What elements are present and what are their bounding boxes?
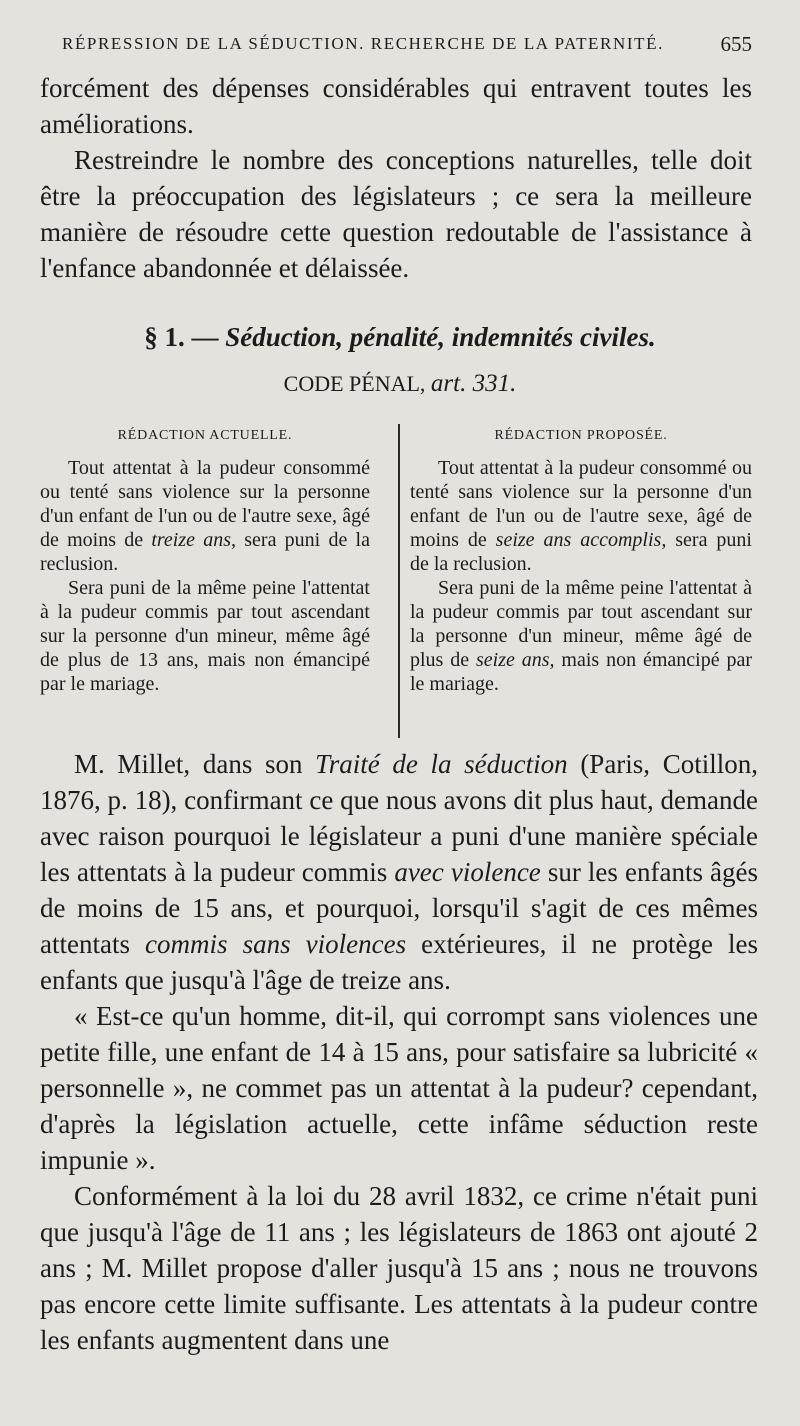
emphasis: commis sans violences — [145, 929, 407, 959]
discussion-paragraph-1 — [40, 746, 758, 998]
proposed-wording-heading: RÉDACTION PROPOSÉE. — [494, 428, 668, 443]
current-wording-paragraph-1 — [40, 456, 370, 576]
discussion-text — [40, 746, 758, 1358]
emphasis: seize ans accomplis, — [495, 529, 667, 551]
intro-text — [40, 70, 752, 286]
discussion-paragraph-2: « Est-ce qu'un homme, dit-il, qui corrompt sans violences une petite fille, une enfant de 14 à 15 ans, pour satisfaire sa lubricité « personnelle », ne commet pas un attentat à la pudeur? cependant, d'après la législation actuelle, cette infâme séduction reste impunie ». — [40, 1001, 758, 1175]
text-run: Tout attentat à la pudeur consommé ou tenté sans violence sur la personne d'un enfant de l'un ou de l'autre sexe, âgé de moins de — [410, 457, 752, 551]
proposed-wording-paragraph-1 — [410, 456, 752, 576]
current-wording-heading: RÉDACTION ACTUELLE. — [117, 428, 293, 443]
page-number: 655 — [720, 32, 752, 56]
emphasis: seize ans, — [475, 649, 555, 671]
section-number: § 1. — [144, 322, 185, 352]
emphasis: avec violence — [394, 857, 541, 887]
article-number: art. 331. — [430, 370, 517, 397]
section-heading — [0, 322, 800, 353]
emphasis: treize ans, — [151, 529, 237, 551]
proposed-wording-column — [410, 424, 752, 696]
text-run: (Paris, Cotillon, 1876, p. 18), confirmant ce que nous avons dit plus haut, demande avec raison pourquoi le législateur a puni d'une manière spéciale les attentats à la pudeur commis — [40, 749, 758, 887]
code-article-heading — [0, 370, 800, 398]
text-run: Tout attentat à la pudeur consommé ou tenté sans violence sur la personne d'un enfant de l'un ou de l'autre sexe, âgé de moins de — [40, 457, 370, 551]
text-run: extérieures, il ne protège les enfants que jusqu'à l'âge de treize ans. — [40, 929, 759, 995]
column-divider — [398, 424, 400, 738]
section-title: Séduction, pénalité, indemnités civiles. — [225, 322, 656, 352]
proposed-wording-paragraph-2 — [410, 576, 752, 696]
running-head — [62, 34, 752, 54]
intro-paragraph-1: forcément des dépenses considérables qui entravent toutes les améliorations. — [40, 73, 752, 139]
text-run: Sera puni de la même peine l'attentat à la pudeur commis par tout ascendant sur la personne d'un mineur, même âgé de plus de — [410, 577, 752, 671]
intro-paragraph-2: Restreindre le nombre des conceptions naturelles, telle doit être la préoccupation des législateurs ; ce sera la meilleure manière de résoudre cette question redoutable de l'assistance à l'enfance abandonnée et délaissée. — [40, 145, 752, 283]
text-run: M. Millet, dans son — [74, 749, 316, 779]
discussion-paragraph-3: Conformément à la loi du 28 avril 1832, ce crime n'était puni que jusqu'à l'âge de 11 ans ; les législateurs de 1863 ont ajouté 2 ans ; M. Millet propose d'aller jusqu'à 15 ans ; nous ne trouvons pas encore cette limite suffisante. Les attentats à la pudeur contre les enfants augmentent dans une — [40, 1181, 758, 1355]
current-wording-paragraph-2: Sera puni de la même peine l'attentat à la pudeur commis par tout ascendant sur la personne d'un mineur, même âgé de plus de 13 ans, mais non émancipé par le mariage. — [40, 577, 370, 695]
text-run: mais non émancipé par le mariage. — [410, 649, 752, 695]
current-wording-column — [40, 424, 370, 696]
running-head-title: RÉPRESSION DE LA SÉDUCTION. RECHERCHE DE LA PATERNITÉ. — [62, 34, 664, 53]
text-run: sera puni de la reclusion. — [40, 529, 370, 575]
section-dash: — — [184, 322, 226, 352]
text-run: sera puni de la reclusion. — [410, 529, 752, 575]
text-run: sur les enfants âgés de moins de 15 ans, et pourquoi, lorsqu'il s'agit de ces mêmes attentats — [40, 857, 759, 959]
book-title: Traité de la séduction — [315, 749, 568, 779]
code-name: CODE PÉNAL, — [283, 371, 431, 396]
